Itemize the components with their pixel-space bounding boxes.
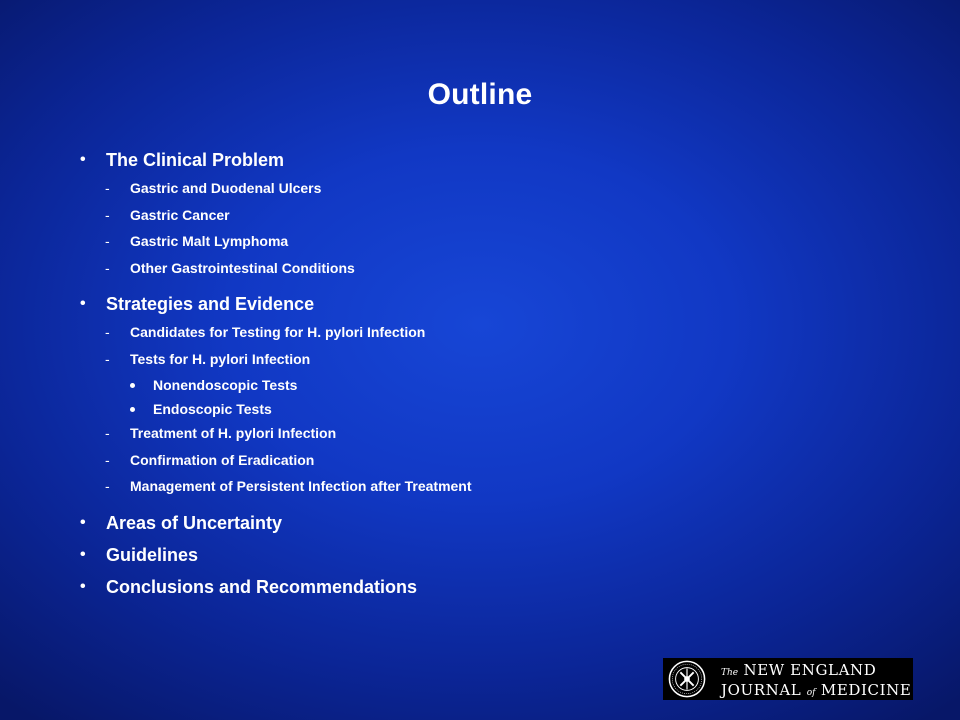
outline-list [78,146,898,605]
item-label: Other Gastrointestinal Conditions [130,259,355,276]
wordmark-medicine: MEDICINE [820,681,912,699]
list-item [78,205,898,232]
list-item [78,231,898,258]
nejm-wordmark [721,662,911,702]
list-item [78,349,898,376]
section-areas-uncertainty [78,509,898,541]
journal-seal-icon [668,660,706,698]
dot-bullet-icon [130,407,135,412]
list-item [78,178,898,205]
item-label: Treatment of H. pylori Infection [130,425,337,441]
section-label: Guidelines [106,544,199,565]
section-label: Areas of Uncertainty [106,512,283,533]
bullet-marker: • [80,577,86,595]
item-label: Gastric Malt Lymphoma [130,233,289,249]
bullet-marker: • [80,151,86,168]
item-label: Gastric Cancer [130,206,230,223]
dash-marker: - [105,324,110,340]
section-strategies-evidence [78,290,898,322]
dash-marker: - [105,180,110,196]
wordmark-line1: NEW ENGLAND [743,661,877,679]
list-item [78,322,898,349]
sub-item-label: Endoscopic Tests [153,401,272,417]
sub-item-label: Nonendoscopic Tests [153,377,298,393]
list-item [78,450,898,477]
dash-marker: - [105,259,110,276]
item-label: Gastric and Duodenal Ulcers [130,180,322,196]
item-label: Confirmation of Eradication [130,451,315,468]
dash-marker: - [105,233,110,249]
section-label: Strategies and Evidence [106,294,315,314]
wordmark-the: The [721,668,739,678]
slide-title: Outline [427,78,533,111]
item-label: Tests for H. pylori Infection [130,350,311,367]
item-label: Candidates for Testing for H. pylori Infection [130,324,426,340]
sub-list-item [78,399,898,423]
section-clinical-problem [78,146,898,178]
nejm-logo [663,658,913,700]
list-item [78,423,898,450]
dash-marker: - [105,478,110,494]
wordmark-of: of [806,688,816,698]
dash-marker: - [105,451,110,468]
sub-list-item [78,375,898,399]
section-guidelines [78,541,898,573]
bullet-marker: • [80,545,86,563]
list-item [78,258,898,285]
section-label: Conclusions and Recommendations [106,576,418,597]
item-label: Management of Persistent Infection after Treatment [130,478,472,494]
dot-bullet-icon [130,383,135,388]
bullet-marker: • [80,513,86,531]
dash-marker: - [105,425,110,441]
section-conclusions [78,573,898,605]
bullet-marker: • [80,295,86,312]
section-label: The Clinical Problem [106,150,285,170]
wordmark-journal: JOURNAL [721,681,802,699]
dash-marker: - [105,350,110,367]
list-item [78,476,898,503]
dash-marker: - [105,206,110,223]
